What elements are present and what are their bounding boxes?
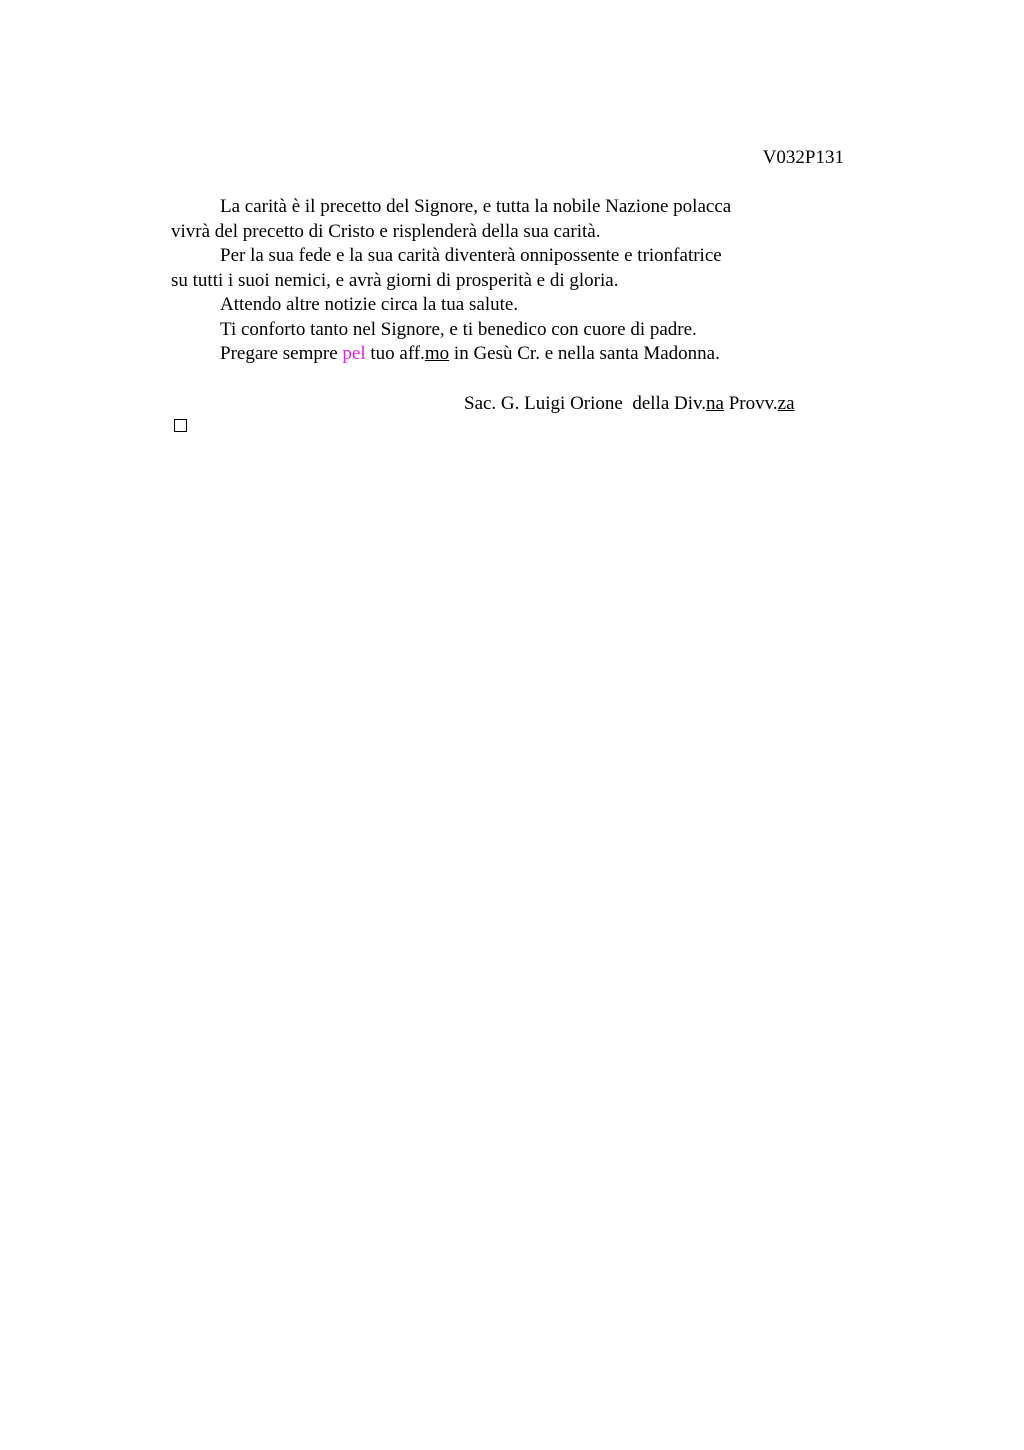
page-identifier: V032P131 [762,147,844,168]
paragraph-1-line-2: vivrà del precetto di Cristo e risplenderà della sua carità. [171,220,601,242]
paragraph-4: Ti conforto tanto nel Signore, e ti benedico con cuore di padre. [220,318,697,340]
underlined-abbreviation: mo [424,343,450,364]
signature-name: Sac. G. Luigi Orione della Div. [464,393,707,414]
paragraph-2-line-2: su tutti i suoi nemici, e avrà giorni di prosperità e di gloria. [171,269,619,291]
signature-abbreviation-1: na [706,393,724,414]
signature [464,392,795,416]
letter-body [171,195,851,367]
highlighted-word: pel [342,343,366,364]
signature-abbreviation-2: za [777,393,795,414]
paragraph-5-text-before: Pregare sempre [220,343,343,364]
paragraph-2-line-1: Per la sua fede e la sua carità diventerà onnipossente e trionfatrice [220,245,722,266]
paragraph-5-text-mid: tuo aff. [365,343,425,364]
paragraph-3: Attendo altre notizie circa la tua salute. [220,294,519,315]
signature-middle: Provv. [723,393,778,414]
paragraph-1-line-1: La carità è il precetto del Signore, e tutta la nobile Nazione polacca [220,196,732,217]
end-marker-box-icon [174,419,187,432]
paragraph-5-text-after: in Gesù Cr. e nella santa Madonna. [449,343,720,364]
paragraph-5 [171,342,851,367]
